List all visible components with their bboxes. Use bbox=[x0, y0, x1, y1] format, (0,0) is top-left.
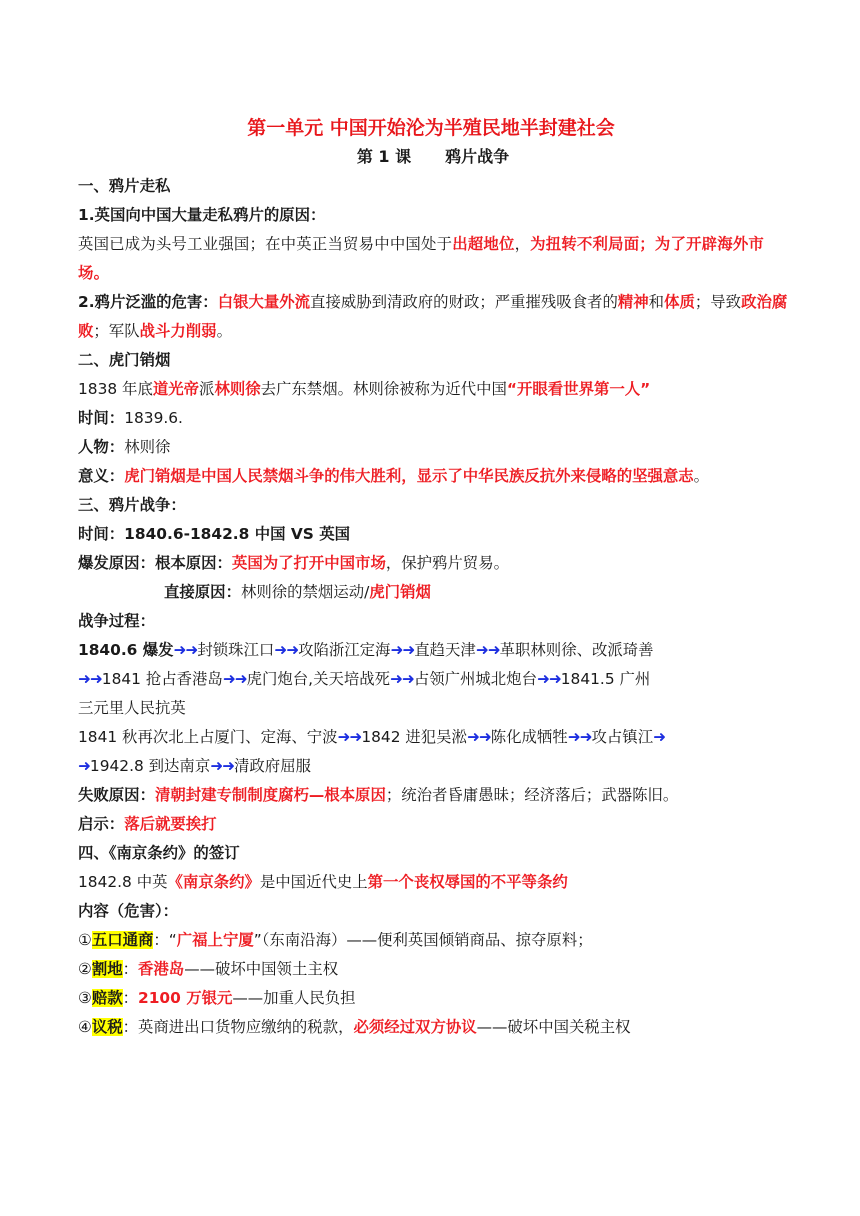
item-number: ④ bbox=[78, 1018, 92, 1036]
section-heading-1: 一、鸦片走私 bbox=[78, 177, 171, 195]
text: 去广东禁烟。林则徐被称为近代中国 bbox=[260, 380, 507, 398]
event: 革职林则徐、改派琦善 bbox=[499, 641, 654, 659]
event: 1841.5 广州 bbox=[560, 670, 651, 688]
text: ；军队 bbox=[93, 322, 140, 340]
text: 派 bbox=[199, 380, 215, 398]
arrow-right-icon: ➜➜ bbox=[173, 641, 198, 659]
event: 虎门炮台,关天培战死 bbox=[246, 670, 391, 688]
treaty-item-2 bbox=[78, 955, 788, 984]
text: 。 bbox=[693, 467, 710, 485]
text: ：英商进出口货物应缴纳的税款， bbox=[122, 1018, 354, 1036]
event: 直趋天津 bbox=[414, 641, 476, 659]
point-2-body bbox=[78, 288, 788, 346]
war-process-line-5 bbox=[78, 752, 788, 781]
text: ——加重人民负担 bbox=[232, 989, 356, 1007]
event: 攻占镇江 bbox=[591, 728, 654, 746]
war-process-line-3: 三元里人民抗英 bbox=[78, 699, 186, 717]
arrow-right-icon: ➜➜ bbox=[567, 728, 592, 746]
text: ， bbox=[514, 235, 531, 253]
key-point: 政治腐败 bbox=[78, 293, 788, 340]
key-point: 2100 万银元 bbox=[138, 989, 233, 1007]
war-process-label: 战争过程： bbox=[78, 612, 155, 630]
highlight-key: 赔款 bbox=[91, 989, 123, 1007]
item-number: ② bbox=[78, 960, 92, 978]
label: 人物： bbox=[78, 438, 125, 456]
event: 1942.8 到达南京 bbox=[89, 757, 211, 775]
key-point: 落后就要挨打 bbox=[124, 815, 217, 833]
lesson-name: 鸦片战争 bbox=[445, 147, 510, 166]
text: ；导致 bbox=[694, 293, 742, 311]
key-point: 战斗力削弱 bbox=[139, 322, 217, 340]
text: ，保护鸦片贸易。 bbox=[385, 554, 509, 572]
treaty-content-label: 内容（危害）： bbox=[78, 902, 179, 920]
point-2-label: 2.鸦片泛滥的危害： bbox=[78, 293, 218, 311]
war-process-line-1 bbox=[78, 636, 788, 665]
item-number: ① bbox=[78, 931, 92, 949]
treaty-item-4 bbox=[78, 1013, 788, 1042]
key-point: 必须经过双方协议 bbox=[353, 1018, 477, 1036]
event: 陈化成牺牲 bbox=[490, 728, 568, 746]
event: 占领广州城北炮台 bbox=[413, 670, 537, 688]
arrow-right-icon: ➜➜ bbox=[475, 641, 500, 659]
humen-intro bbox=[78, 375, 788, 404]
text: 。 bbox=[216, 322, 232, 340]
humen-person bbox=[78, 433, 788, 462]
text: 是中国近代史上 bbox=[259, 873, 368, 891]
event: 清政府屈服 bbox=[234, 757, 311, 775]
label: 直接原因： bbox=[164, 583, 241, 601]
arrow-right-icon: ➜➜ bbox=[78, 670, 102, 688]
key-point: 出超地位 bbox=[452, 235, 515, 253]
text: 林则徐的禁烟运动/ bbox=[240, 583, 370, 601]
label: 启示： bbox=[78, 815, 125, 833]
event: 攻陷浙江定海 bbox=[298, 641, 391, 659]
text: ：“ bbox=[153, 931, 177, 949]
lesson-title bbox=[78, 144, 788, 172]
highlight-key: 五口通商 bbox=[91, 931, 154, 949]
key-point: 虎门销烟是中国人民禁烟斗争的伟大胜利，显示了中华民族反抗外来侵略的坚强意志 bbox=[124, 467, 694, 485]
text: ”（东南沿海）——便利英国倾销商品、掠夺原料； bbox=[253, 931, 593, 949]
key-point: 《南京条约》 bbox=[167, 873, 260, 891]
event: 1840.6 爆发 bbox=[78, 641, 174, 659]
humen-meaning bbox=[78, 462, 788, 491]
key-point: 虎门销烟 bbox=[369, 583, 431, 601]
section-heading-2: 二、虎门销烟 bbox=[78, 351, 171, 369]
label: 时间： bbox=[78, 409, 125, 427]
key-point: 为扭转不利局面 bbox=[530, 235, 640, 253]
text: 1838 年底 bbox=[78, 380, 153, 398]
key-point: 英国为了打开中国市场 bbox=[231, 554, 386, 572]
war-time: 时间：1840.6-1842.8 中国 VS 英国 bbox=[78, 525, 350, 543]
war-cause-direct bbox=[78, 578, 788, 607]
text: ： bbox=[122, 960, 139, 978]
war-failure-reasons bbox=[78, 781, 788, 810]
arrow-right-icon: ➜➜ bbox=[536, 670, 561, 688]
event: 1841 秋再次北上占厦门、定海、宁波 bbox=[78, 728, 338, 746]
label: 爆发原因：根本原因： bbox=[78, 554, 232, 572]
text: ； bbox=[639, 235, 655, 253]
arrow-right-icon: ➜ bbox=[653, 728, 665, 746]
key-point: 广福上宁厦 bbox=[176, 931, 254, 949]
arrow-right-icon: ➜➜ bbox=[390, 641, 415, 659]
text: 直接威胁到清政府的财政；严重摧残吸食者的 bbox=[310, 293, 618, 311]
text: ——破坏中国关税主权 bbox=[476, 1018, 631, 1036]
text: ——破坏中国领土主权 bbox=[184, 960, 339, 978]
value: 林则徐 bbox=[124, 438, 171, 456]
key-point: 体质 bbox=[664, 293, 695, 311]
event: 1842 进犯吴淞 bbox=[361, 728, 467, 746]
war-cause-root bbox=[78, 549, 788, 578]
arrow-right-icon: ➜➜ bbox=[337, 728, 362, 746]
war-process-line-4 bbox=[78, 723, 788, 752]
text: 和 bbox=[648, 293, 665, 311]
value: 1839.6. bbox=[124, 409, 183, 427]
key-point: 为了开辟海外市场。 bbox=[78, 235, 765, 282]
arrow-right-icon: ➜➜ bbox=[210, 757, 235, 775]
event: 1841 抢占香港岛 bbox=[101, 670, 223, 688]
text: 英国已成为头号工业强国；在中英正当贸易中中国处于 bbox=[78, 235, 453, 253]
key-point: 清朝封建专制制度腐朽—根本原因 bbox=[154, 786, 386, 804]
key-point: 精神 bbox=[617, 293, 649, 311]
text: ；统治者昏庸愚昧；经济落后；武器陈旧。 bbox=[385, 786, 679, 804]
key-point: 林则徐 bbox=[214, 380, 261, 398]
text: ： bbox=[122, 989, 139, 1007]
key-point: 第一个丧权辱国的不平等条约 bbox=[367, 873, 568, 891]
text: 1842.8 中英 bbox=[78, 873, 168, 891]
event: 封锁珠江口 bbox=[197, 641, 275, 659]
item-number: ③ bbox=[78, 989, 92, 1007]
treaty-intro bbox=[78, 868, 788, 897]
war-process-line-2 bbox=[78, 665, 788, 694]
document-page bbox=[78, 112, 788, 1042]
arrow-right-icon: ➜➜ bbox=[274, 641, 299, 659]
highlight-key: 议税 bbox=[91, 1018, 123, 1036]
section-heading-4: 四、《南京条约》的签订 bbox=[78, 844, 240, 862]
humen-time bbox=[78, 404, 788, 433]
key-point: “开眼看世界第一人” bbox=[506, 380, 651, 398]
key-point: 香港岛 bbox=[138, 960, 185, 978]
war-lesson bbox=[78, 810, 788, 839]
highlight-key: 割地 bbox=[91, 960, 123, 978]
arrow-right-icon: ➜ bbox=[78, 757, 90, 775]
section-heading-3: 三、鸦片战争： bbox=[78, 496, 186, 514]
arrow-right-icon: ➜➜ bbox=[222, 670, 247, 688]
treaty-item-1 bbox=[78, 926, 788, 955]
treaty-item-3 bbox=[78, 984, 788, 1013]
key-point: 白银大量外流 bbox=[217, 293, 311, 311]
arrow-right-icon: ➜➜ bbox=[390, 670, 414, 688]
point-1-title: 1.英国向中国大量走私鸦片的原因： bbox=[78, 206, 326, 224]
key-point: 道光帝 bbox=[152, 380, 200, 398]
lesson-number: 第 1 课 bbox=[356, 147, 412, 166]
arrow-right-icon: ➜➜ bbox=[466, 728, 491, 746]
label: 意义： bbox=[78, 467, 125, 485]
unit-title: 第一单元 中国开始沦为半殖民地半封建社会 bbox=[247, 117, 615, 139]
point-1-body bbox=[78, 230, 788, 288]
label: 失败原因： bbox=[78, 786, 155, 804]
